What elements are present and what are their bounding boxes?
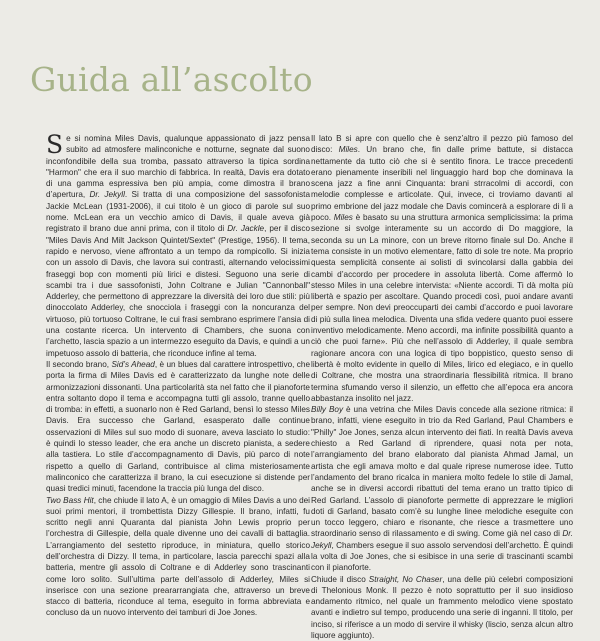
paragraph-sids-ahead xyxy=(46,359,310,495)
paragraph-billy-boy xyxy=(311,404,573,573)
text-run: . Un brano che, fin dalle prime battute, si distacca nettamente da tutto ciò che si è sentito finora. Le tracce precedenti erano pienamente inseribili nel linguaggio hard bop che dominava la scena jazz a fine anni Cinquanta: brani strracolmi di accordi, con melodie complesse e articolate. Qui, invece, ci troviamo davanti al primo embrione del jazz modale che Davis comincerà a esplorare di lì a poco. xyxy=(311,145,573,223)
text-run: , Chambers esegue il suo assolo servendosi dell’archetto. È quindi la volta di Joe Jones, che si esibisce in una serie di trascinanti scambi con il pianoforte. xyxy=(311,540,573,573)
text-run: , per il disco "Miles Davis And Milt Jackson Quintet/Sextet" (Prestige, 1956). Il tema, rapido e nervoso, viene affrontato a un tempo da rompicollo. Si inizia con un assolo di Davis, che lavora sui contrasti, alternando velocissimi fraseggi bop con momenti più lirici e distesi. Seguono una serie di scambi tra i due sassofonisti, John Coltrane e Julian "Cannonball" Adderley, che permettono di apprezzare la diversità dei loro due stili: più dinoccolato Adderley, che snocciola i fraseggi con la noncuranza del virtuoso, più tortuoso Coltrane, le cui frasi sembrano esprimere l’ansia di una costante ricerca. Un intervento di Chambers, che suona con l’archetto, lascia spazio a un intermezzo eseguito da Davis, e quindi a un impetuoso assolo di batteria, che riconduce infine al tema. xyxy=(46,224,310,358)
song-title: Miles xyxy=(338,145,358,155)
song-title: Billy Boy xyxy=(311,405,344,415)
text-run: e si nomina Miles Davis, qualunque appassionato di jazz pensa subito ad atmosfere malinconiche e notturne, segnate dal suono inconfondibile della sua tromba, passato attraverso la tipica sordina "Harmon" che era il suo marchio di fabbrica. In realtà, Davis era dotato di una gamma espressiva ben più ampia, come dimostra il brano d’apertura, xyxy=(46,134,310,200)
text-run: , una delle più celebri composizioni di Thelonious Monk. Il pezzo è noto soprattutto per il suo insidioso andamento ritmico, nel quale un frammento melodico viene spostato avanti e indietro sul tempo, producendo una serie di inganni. Il titolo, per inciso, si riferisce a un modo di servire il whisky (liscio, senza alcun altro liquore aggiunto). xyxy=(311,574,573,641)
drop-cap: S xyxy=(46,130,64,159)
text-run: . Si tratta di una composizione del sassofonista Jackie McLean (1931-2006), il cui titolo è un gioco di parole sul suo nome. McLean era un vecchio amico di Davis, il quale aveva già registrato il brano due anni prima, con il titolo di xyxy=(46,190,310,234)
paragraph-dr-jekyll xyxy=(46,130,310,359)
right-column xyxy=(311,133,573,641)
song-title: Dr. Jekyll xyxy=(89,190,125,200)
text-run: è basato su una struttura armonica semplicissima: la prima sezione si svolge interamente su un accordo di Do maggiore, la seconda su un La minore, con un breve ritorno finale sul Do. Anche il tema consiste in un motivo elementare, fatto di sole tre note. Ma proprio questa semplicità consente ai solisti di svincolarsi dalla gabbia dei cambi d’accordo per procedere in assoluta libertà. Come affermò lo stesso Miles in una celebre intervista: «Niente accordi. Ti dà molta più libertà e spazio per ascoltare. Quando procedi così, puoi andare avanti per sempre. Non devi preoccuparti dei cambi d’accordo e puoi lavorare di più sulla linea melodica. Diventa una sfida vedere quanto puoi essere inventivo melodicamente. Meno accordi, ma infinite possibilità quanto a ciò che puoi farne». Più che nell’assolo di Adderley, il quale sembra ragionare ancora con una logica di tipo boppistico, questo senso di libertà è molto evidente in quello di Miles, lirico ed elegiaco, e in quello di Coltrane, che mostra una straordinaria flessibilità ritmica. Il brano termina sfumando verso il silenzio, un effetto che all’epoca era ancora abbastanza insolito nel jazz. xyxy=(311,213,573,403)
paragraph-miles xyxy=(311,133,573,404)
song-title: Dr. Jackle xyxy=(227,224,265,234)
song-title: Dr. Jekyll xyxy=(311,529,573,550)
text-run: Il lato B si apre con quello che è senz’altro il pezzo più famoso del disco: xyxy=(311,134,573,155)
left-column xyxy=(46,130,310,619)
song-title: Straight, No Chaser xyxy=(368,574,443,584)
paragraph-straight-no-chaser xyxy=(311,574,573,641)
song-title: Miles xyxy=(333,213,353,223)
song-title: Sid’s Ahead xyxy=(111,359,155,369)
text-run: , è un blues dal carattere introspettivo, che porta la firma di Miles Davis ed è caratterizzato da lunghe note delle armonizzazioni dissonanti. Una particolarità sta nel fatto che il pianoforte entra soltanto dopo il tema e accompagna tutti gli assolo, tranne quello di tromba: in effetti, a suonarlo non è Red Garland, bensì lo stesso Miles Davis. Era successo che Garland, esasperato dalle continue osservazioni di Miles sul suo modo di suonare, aveva lasciato lo studio: è quindi lo stesso leader, che era anche un discreto pianista, a sedere alla tastiera. Lo stile d’accompagnamento di Davis, più parco di note rispetto a quello di Garland, contribuisce al clima misteriosamente malinconico che caratterizza il brano, la cui esecuzione si distende per quasi tredici minuti, facendone la traccia più lunga del disco. xyxy=(46,359,310,494)
paragraph-two-bass-hit xyxy=(46,495,310,619)
text-run: Il secondo brano, xyxy=(46,359,112,369)
text-run: è una vetrina che Miles Davis concede alla sezione ritmica: il brano, infatti, viene eseguito in trio da Red Garland, Paul Chambers e "Philly" Joe Jones, senza alcun intervento dei fiati. In realtà Davis aveva chiesto a Red Garland di riprendere, quasi nota per nota, l’arrangiamento del brano elaborato dal pianista Ahmad Jamal, un artista che egli amava molto e dal quale riprese numerose idee. Tutto l’andamento del brano ricalca in maniera molto fedele lo stile di Jamal, anche se in diversi accordi ribattuti del tema erano un tratto tipico di Red Garland. L’assolo di pianoforte permette di apprezzare le migliori doti di Garland, basato com’è su lunghe linee melodiche eseguite con un tocco leggero, chiaro e risonante, che riesce a trasmettere uno straordinario senso di rilassamento e di swing. Come già nel caso di xyxy=(311,405,573,539)
text-run: Chiude il disco xyxy=(311,574,369,584)
page-title: Guida all’ascolto xyxy=(30,60,313,99)
text-run: , che chiude il lato A, è un omaggio di Miles Davis a uno dei suoi primi mentori, il trombettista Dizzy Gillespie. Il brano, infatti, fu scritto negli anni Quaranta dal pianista John Lewis proprio per l’orchestra di Gillespie, della quale divenne uno dei cavalli di battaglia. L’arrangiamento del sestetto riproduce, in miniatura, quello storico dell’orchestra di Dizzy. Il tema, in particolare, lascia parecchi spazi alla batteria, mentre gli assolo di Coltrane e di Adderley sono trascinanti come loro solito. Sull’ultima parte dell’assolo di Adderley, Miles si inserisce con una sezione preararrangiata che, attraverso un breve stacco di batteria, riconduce al tema, eseguito in forma abbreviata e concluso da un nuovo intervento dei tamburi di Joe Jones. xyxy=(46,495,310,618)
song-title: Two Bass Hit xyxy=(46,495,94,505)
